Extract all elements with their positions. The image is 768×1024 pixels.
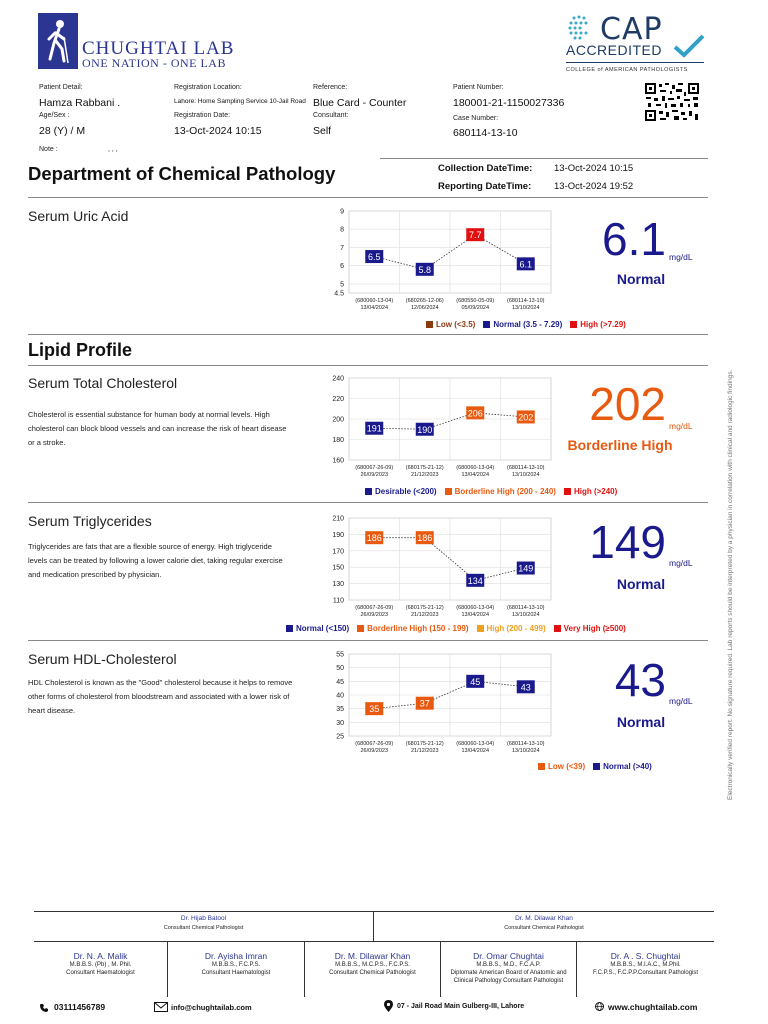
test-title-uric-acid: Serum Uric Acid <box>28 208 129 224</box>
data-label: 202 <box>518 412 534 423</box>
footer-website[interactable]: www.chughtailab.com <box>608 1002 698 1012</box>
y-tick-label: 190 <box>332 531 344 539</box>
consultant-value: Self <box>313 125 332 137</box>
y-tick-label: 7 <box>340 244 344 252</box>
footer-address: 07 - Jail Road Main Gulberg-III, Lahore <box>397 1003 525 1010</box>
x-tick-code: (680175-21-12) <box>405 741 444 747</box>
uric-acid-value: 6.1 <box>602 213 666 265</box>
legend-swatch <box>477 625 484 632</box>
x-tick-code: (680265-12-06) <box>405 298 444 304</box>
data-label: 186 <box>366 533 382 544</box>
y-tick-label: 220 <box>332 396 344 403</box>
legend-swatch <box>570 321 577 328</box>
location-pin-icon <box>384 1000 393 1012</box>
patient-number-label: Patient Number: <box>453 84 504 91</box>
brand-name: CHUGHTAI LAB <box>82 38 235 59</box>
x-tick-date: 21/12/2023 <box>410 748 439 754</box>
y-tick-label: 9 <box>340 208 344 216</box>
x-tick-date: 13/10/2024 <box>511 305 540 311</box>
consultant-label: Consultant: <box>313 112 349 119</box>
data-label: 35 <box>369 704 380 715</box>
y-tick-label: 240 <box>332 375 344 383</box>
regloc-value: Lahore: Home Sampling Service 10-Jail Road <box>174 98 306 105</box>
legend-label: Borderline High (150 - 199) <box>367 624 469 633</box>
x-tick-date: 21/12/2023 <box>410 472 439 478</box>
signatory-top-1: Dr. Hijab Batool Consultant Chemical Pathologist <box>163 915 244 931</box>
x-tick-date: 13/04/2024 <box>461 472 490 478</box>
x-tick-date: 13/04/2024 <box>461 612 490 618</box>
x-tick-date: 21/12/2023 <box>410 612 439 618</box>
collection-label: Collection DateTime: <box>438 163 533 174</box>
note-label: Note : <box>39 146 58 153</box>
x-tick-code: (680067-26-09) <box>355 605 394 611</box>
x-tick-date: 26/09/2023 <box>360 748 389 754</box>
x-tick-code: (680060-13-04) <box>456 741 495 747</box>
test-title-hdl-cholesterol: Serum HDL-Cholesterol <box>28 651 177 667</box>
legend-label: Borderline High (200 - 240) <box>454 487 556 496</box>
data-label: 206 <box>467 408 483 419</box>
patient-number-value: 180001-21-1150027336 <box>453 97 565 109</box>
uric-acid-unit: mg/dL <box>669 252 693 262</box>
x-tick-code: (680067-26-09) <box>355 741 394 747</box>
y-tick-label: 110 <box>332 597 344 605</box>
triglycerides-unit: mg/dL <box>669 558 693 568</box>
case-number-value: 680114-13-10 <box>453 127 518 139</box>
x-tick-code: (680060-13-04) <box>355 298 394 304</box>
y-tick-label: 25 <box>336 733 344 741</box>
signatory-1: Dr. N. A. Malik M.B.B.S. (Pb) , M. Phil. Consultant Haematologist <box>66 951 135 976</box>
phone-icon <box>39 1003 49 1013</box>
total-cholesterol-description: Cholesterol is essential substance for human body at normal levels. High cholesterol can block blood vessels and can increase the risk of heart disease or a stroke. <box>28 410 287 447</box>
uric-acid-status: Normal <box>616 271 666 287</box>
total-cholesterol-value: 202 <box>589 378 666 430</box>
triglycerides-chart <box>325 512 555 622</box>
x-tick-date: 26/09/2023 <box>360 612 389 618</box>
x-tick-date: 13/10/2024 <box>511 748 540 754</box>
data-label: 190 <box>417 424 433 435</box>
test-title-triglycerides: Serum Triglycerides <box>28 513 152 529</box>
case-number-label: Case Number: <box>453 115 499 122</box>
x-tick-code: (680114-13-10) <box>506 741 545 747</box>
total-cholesterol-status: Borderline High <box>567 437 673 453</box>
total-cholesterol-legend <box>357 487 617 496</box>
patient-detail-label: Patient Detail: <box>39 84 83 91</box>
x-tick-code: (680175-21-12) <box>405 605 444 611</box>
cap-title: CAP <box>600 12 663 47</box>
cap-subtitle: COLLEGE of AMERICAN PATHOLOGISTS <box>566 67 688 73</box>
reference-value: Blue Card - Counter <box>313 97 407 109</box>
uric-acid-chart <box>325 205 555 317</box>
x-tick-code: (680114-13-10) <box>506 465 545 471</box>
x-tick-code: (680550-05-09) <box>456 298 495 304</box>
data-label: 7.7 <box>468 230 482 241</box>
data-label: 191 <box>366 423 382 434</box>
legend-label: Normal (<150) <box>296 624 350 633</box>
legend-label: Low (<3.5) <box>436 320 476 329</box>
y-tick-label: 45 <box>336 678 344 686</box>
x-tick-code: (680060-13-04) <box>456 465 495 471</box>
hdl-description: HDL Cholesterol is known as the "Good" cholesterol because it helps to remove other forms of cholesterol from bloodstream and associated with a lower risk of heart disease. <box>28 678 293 715</box>
globe-icon <box>595 1002 604 1011</box>
legend-label: High (>7.29) <box>580 320 626 329</box>
regdate-value: 13-Oct-2024 10:15 <box>174 125 262 137</box>
x-tick-code: (680175-21-12) <box>405 465 444 471</box>
hdl-status: Normal <box>616 714 666 730</box>
footer-phone[interactable]: 03111456789 <box>54 1002 106 1012</box>
lab-logo-mark <box>38 13 78 69</box>
data-label: 5.8 <box>418 264 432 275</box>
department-title: Department of Chemical Pathology <box>28 163 336 184</box>
regdate-label: Registration Date: <box>174 112 231 119</box>
legend-swatch <box>426 321 433 328</box>
triglycerides-description: Triglycerides are fats that are a flexible source of energy. High triglyceride levels can be treated by following a lower calorie diet, taking regular exercise and medication prescribed by physician. <box>28 542 283 579</box>
reporting-value: 13-Oct-2024 19:52 <box>554 181 634 192</box>
triglycerides-value: 149 <box>589 516 666 568</box>
y-tick-label: 35 <box>336 706 344 714</box>
legend-label: High (200 - 499) <box>486 624 546 633</box>
legend-swatch <box>357 625 364 632</box>
y-tick-label: 160 <box>332 457 344 465</box>
data-label: 186 <box>417 533 433 544</box>
hdl-legend <box>530 762 652 771</box>
verification-note: Electronically verified report. No signature required. Lab reports should be interpreted by a physician in correlation with clinical and radiologic findings. <box>727 369 734 800</box>
agesex-value: 28 (Y) / M <box>39 125 86 137</box>
signatory-5: Dr. A . S. Chughtai M.B.B.S., M.I.A.C., M.Phil. F.C.P.S., F.C.P.P.Consultant Pathologist <box>592 951 699 976</box>
walking-man-icon <box>40 15 76 67</box>
legend-swatch <box>445 488 452 495</box>
legend-swatch <box>538 763 545 770</box>
x-tick-code: (680060-13-04) <box>456 605 495 611</box>
y-tick-label: 150 <box>332 564 344 572</box>
x-tick-date: 13/10/2024 <box>511 472 540 478</box>
uric-acid-legend <box>418 320 626 329</box>
triglycerides-legend <box>278 624 626 633</box>
legend-label: Low (<39) <box>548 762 586 771</box>
x-tick-code: (680067-26-09) <box>355 465 394 471</box>
data-label: 6.1 <box>519 259 533 270</box>
data-label: 6.5 <box>367 252 381 263</box>
total-cholesterol-chart <box>325 372 555 484</box>
legend-swatch <box>483 321 490 328</box>
agesex-label: Age/Sex : <box>39 112 70 119</box>
x-tick-code: (680114-13-10) <box>506 605 545 611</box>
footer-email[interactable]: info@chughtailab.com <box>171 1003 252 1012</box>
y-tick-label: 30 <box>336 719 344 727</box>
total-cholesterol-unit: mg/dL <box>669 421 693 431</box>
data-label: 45 <box>470 676 481 687</box>
cap-accredited: ACCREDITED <box>566 42 663 58</box>
checkmark-icon <box>672 33 706 59</box>
signatory-top-2: Dr. M. Dilawar Khan Consultant Chemical Pathologist <box>504 915 584 931</box>
y-tick-label: 200 <box>332 416 344 424</box>
reporting-label: Reporting DateTime: <box>438 181 532 192</box>
qr-code-icon <box>644 82 700 122</box>
legend-label: Normal (3.5 - 7.29) <box>493 320 563 329</box>
y-tick-label: 8 <box>340 226 344 234</box>
x-tick-date: 05/09/2024 <box>461 305 490 311</box>
x-tick-date: 13/04/2024 <box>461 748 490 754</box>
legend-swatch <box>564 488 571 495</box>
x-tick-date: 13/10/2024 <box>511 612 540 618</box>
hdl-value: 43 <box>614 654 666 706</box>
signatory-2: Dr. Ayisha Imran M.B.B.S., F.C.P.S. Consultant Haematologist <box>201 951 271 976</box>
test-title-total-cholesterol: Serum Total Cholesterol <box>28 375 178 391</box>
hdl-chart <box>325 648 555 760</box>
hdl-unit: mg/dL <box>669 696 693 706</box>
legend-label: Desirable (<200) <box>375 487 437 496</box>
y-tick-label: 180 <box>332 437 344 444</box>
data-label: 37 <box>419 698 430 709</box>
y-tick-label: 210 <box>332 515 344 523</box>
data-label: 134 <box>467 575 483 586</box>
envelope-icon <box>154 1002 168 1012</box>
y-tick-label: 170 <box>332 548 344 556</box>
lipid-profile-title: Lipid Profile <box>28 340 133 360</box>
y-tick-label: 130 <box>332 581 344 589</box>
y-tick-label: 5 <box>340 281 344 289</box>
legend-label: Very High (≥500) <box>563 624 626 633</box>
legend-swatch <box>365 488 372 495</box>
collection-value: 13-Oct-2024 10:15 <box>554 163 634 174</box>
x-tick-date: 12/06/2024 <box>410 305 439 311</box>
legend-swatch <box>286 625 293 632</box>
brand-tagline: ONE NATION - ONE LAB <box>82 56 226 70</box>
data-label: 43 <box>520 682 531 693</box>
regloc-label: Registration Location: <box>174 84 242 91</box>
legend-swatch <box>554 625 561 632</box>
cap-dots-icon <box>566 14 596 40</box>
signatory-4: Dr. Omar Chughtai M.B.B.S., M.D., F.C.A.P. Diplomate American Board of Anatomic and Clinical Pathology Consultant Pathologist <box>450 951 567 984</box>
y-tick-label: 55 <box>336 651 344 659</box>
y-tick-label: 50 <box>336 665 344 673</box>
y-tick-label: 40 <box>336 692 344 700</box>
x-tick-date: 13/04/2024 <box>360 305 389 311</box>
x-tick-code: (680114-13-10) <box>506 298 545 304</box>
note-value: , , , <box>108 146 118 153</box>
y-tick-label: 4.5 <box>334 290 344 298</box>
x-tick-date: 26/09/2023 <box>360 472 389 478</box>
data-label: 149 <box>518 563 534 574</box>
legend-label: Normal (>40) <box>603 762 652 771</box>
triglycerides-status: Normal <box>616 576 666 592</box>
signatory-3: Dr. M. Dilawar Khan M.B.B.S., M.C.P.S., F.C.P.S. Consultant Chemical Pathologist <box>329 951 416 976</box>
legend-swatch <box>593 763 600 770</box>
legend-label: High (>240) <box>573 487 618 496</box>
patient-name: Hamza Rabbani . <box>39 97 121 109</box>
y-tick-label: 6 <box>340 263 344 271</box>
reference-label: Reference: <box>313 84 348 91</box>
